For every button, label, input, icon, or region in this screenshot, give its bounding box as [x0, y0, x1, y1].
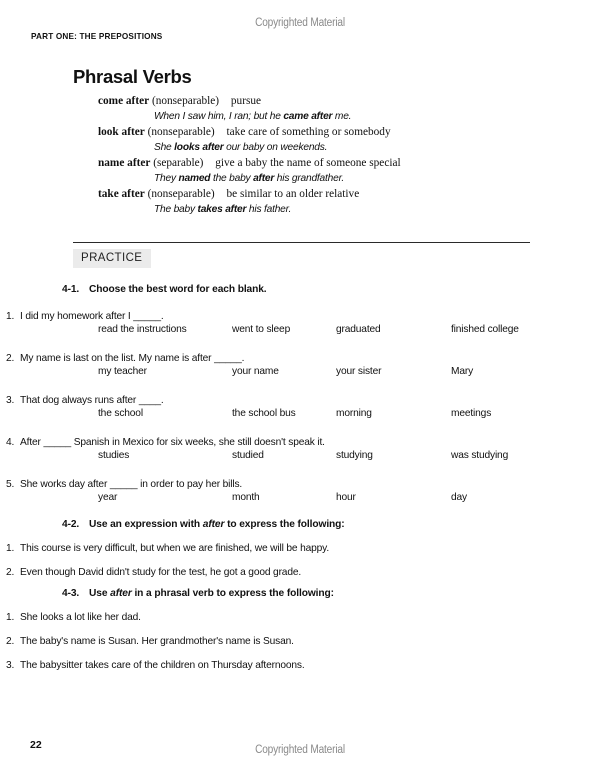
- phrasal-verb-entry: [0, 187, 600, 218]
- phrasal-verb-definition-line: [0, 94, 600, 109]
- page-number: 22: [30, 739, 42, 751]
- example-text-mid: the baby: [210, 173, 254, 184]
- phrasal-verb-entry: [0, 125, 600, 156]
- example-text-bold: looks after: [174, 142, 224, 153]
- exercise-number: 4-1.: [62, 284, 80, 295]
- phrasal-verb-entry: [0, 156, 600, 187]
- example-text-pre: They: [154, 173, 179, 184]
- exercise-4-2: [0, 519, 600, 580]
- option-row: [0, 366, 600, 382]
- phrasal-verb-separability: (nonseparable): [147, 188, 215, 200]
- phrasal-verb-gloss: be similar to an older relative: [226, 188, 360, 200]
- item-question: She works day after _____ in order to pay her bills.: [20, 479, 243, 490]
- exercise-item: [0, 309, 600, 340]
- exercise-item: [0, 435, 600, 466]
- item-number: 3.: [6, 660, 15, 671]
- item-number: 5.: [6, 479, 15, 490]
- exercise-4-2-heading: [0, 519, 600, 530]
- option-choice[interactable]: studies: [98, 450, 130, 461]
- option-choice[interactable]: your sister: [336, 366, 382, 377]
- item-question: My name is last on the list. My name is after _____.: [20, 353, 245, 364]
- option-choice[interactable]: month: [232, 492, 260, 503]
- exercise-heading-post: in a phrasal verb to express the following:: [131, 588, 334, 599]
- item-number: 2.: [6, 567, 15, 578]
- phrasal-verb-entry: [0, 94, 600, 125]
- phrasal-verb-gloss: give a baby the name of someone special: [215, 157, 401, 169]
- exercise-item: [0, 610, 600, 625]
- exercise-number: 4-2.: [62, 519, 80, 530]
- option-choice[interactable]: meetings: [451, 408, 492, 419]
- exercise-heading-text: Choose the best word for each blank.: [89, 284, 267, 295]
- example-text-post: our baby on weekends.: [223, 142, 328, 153]
- item-question: I did my homework after I _____.: [20, 311, 164, 322]
- option-choice[interactable]: Mary: [451, 366, 474, 377]
- option-choice[interactable]: the school: [98, 408, 143, 419]
- phrasal-verb-definition-line: [0, 187, 600, 202]
- option-choice[interactable]: studying: [336, 450, 373, 461]
- phrasal-verb-term: come after: [98, 95, 150, 107]
- page-title: Phrasal Verbs: [73, 66, 192, 87]
- example-text-bold: takes after: [197, 204, 247, 215]
- item-text: The baby's name is Susan. Her grandmother's name is Susan.: [20, 636, 294, 647]
- option-choice[interactable]: the school bus: [232, 408, 296, 419]
- running-head: PART ONE: THE PREPOSITIONS: [31, 32, 163, 41]
- phrasal-verb-separability: (separable): [153, 157, 204, 169]
- item-number: 2.: [6, 353, 15, 364]
- copyright-watermark-bottom: Copyrighted Material: [255, 744, 345, 756]
- option-choice[interactable]: was studying: [451, 450, 509, 461]
- phrasal-verb-example: [0, 171, 600, 187]
- item-number: 2.: [6, 636, 15, 647]
- option-choice[interactable]: studied: [232, 450, 264, 461]
- item-text: She looks a lot like her dad.: [20, 612, 141, 623]
- option-choice[interactable]: my teacher: [98, 366, 147, 377]
- phrasal-verb-gloss: pursue: [230, 95, 262, 107]
- option-choice[interactable]: day: [451, 492, 467, 503]
- example-text-post: his grandfather.: [274, 173, 345, 184]
- exercise-item: [0, 393, 600, 424]
- exercise-4-1: [0, 284, 600, 508]
- item-number: 1.: [6, 612, 15, 623]
- example-text-pre: She: [154, 142, 175, 153]
- example-text-post: me.: [332, 111, 352, 122]
- exercise-heading-pre: Use an expression with: [89, 519, 203, 530]
- exercise-heading-post: to express the following:: [224, 519, 345, 530]
- option-choice[interactable]: your name: [232, 366, 279, 377]
- phrasal-verb-separability: (nonseparable): [147, 126, 215, 138]
- exercise-heading-pre: Use: [89, 588, 111, 599]
- phrasal-verb-definition-line: [0, 156, 600, 171]
- option-row: [0, 408, 600, 424]
- exercise-item: [0, 351, 600, 382]
- option-row: [0, 324, 600, 340]
- item-question: After _____ Spanish in Mexico for six weeks, she still doesn't speak it.: [20, 437, 325, 448]
- option-choice[interactable]: morning: [336, 408, 372, 419]
- item-number: 4.: [6, 437, 15, 448]
- example-text-bold-2: after: [253, 173, 275, 184]
- option-row: [0, 450, 600, 466]
- option-choice[interactable]: finished college: [451, 324, 519, 335]
- practice-section-label: PRACTICE: [73, 249, 151, 268]
- exercise-4-3-heading: [0, 588, 600, 599]
- item-number: 1.: [6, 311, 15, 322]
- exercise-heading-italic: after: [202, 519, 225, 530]
- phrasal-verb-separability: (nonseparable): [151, 95, 220, 107]
- phrasal-verb-term: name after: [98, 157, 151, 169]
- exercise-number: 4-3.: [62, 588, 80, 599]
- item-text: The babysitter takes care of the children on Thursday afternoons.: [20, 660, 305, 671]
- example-text-pre: When I saw him, I ran; but he: [154, 111, 284, 122]
- exercise-item: [0, 477, 600, 508]
- exercise-heading-italic: after: [110, 588, 132, 599]
- phrasal-verb-term: look after: [98, 126, 145, 138]
- item-text: This course is very difficult, but when we are finished, we will be happy.: [20, 543, 330, 554]
- exercise-item: [0, 634, 600, 649]
- exercise-4-1-heading: [0, 284, 600, 295]
- option-choice[interactable]: hour: [336, 492, 356, 503]
- phrasal-verb-list: [0, 94, 600, 218]
- option-choice[interactable]: went to sleep: [232, 324, 291, 335]
- option-choice[interactable]: year: [98, 492, 118, 503]
- phrasal-verb-example: [0, 202, 600, 218]
- phrasal-verb-gloss: take care of something or somebody: [226, 126, 391, 138]
- item-number: 1.: [6, 543, 15, 554]
- phrasal-verb-definition-line: [0, 125, 600, 140]
- item-text: Even though David didn't study for the test, he got a good grade.: [20, 567, 302, 578]
- copyright-watermark-top: Copyrighted Material: [255, 17, 345, 29]
- option-row: [0, 492, 600, 508]
- phrasal-verb-term: take after: [98, 188, 145, 200]
- item-number: 3.: [6, 395, 15, 406]
- exercise-4-3: [0, 588, 600, 673]
- example-text-post: his father.: [246, 204, 292, 215]
- example-text-bold: came after: [283, 111, 333, 122]
- option-choice[interactable]: graduated: [336, 324, 381, 335]
- exercise-item: [0, 565, 600, 580]
- item-question: That dog always runs after ____.: [20, 395, 164, 406]
- phrasal-verb-example: [0, 140, 600, 156]
- option-choice[interactable]: read the instructions: [98, 324, 187, 335]
- exercise-item: [0, 658, 600, 673]
- example-text-bold: named: [178, 173, 211, 184]
- example-text-pre: The baby: [154, 204, 198, 215]
- exercise-item: [0, 541, 600, 556]
- phrasal-verb-example: [0, 109, 600, 125]
- practice-divider: [73, 242, 530, 243]
